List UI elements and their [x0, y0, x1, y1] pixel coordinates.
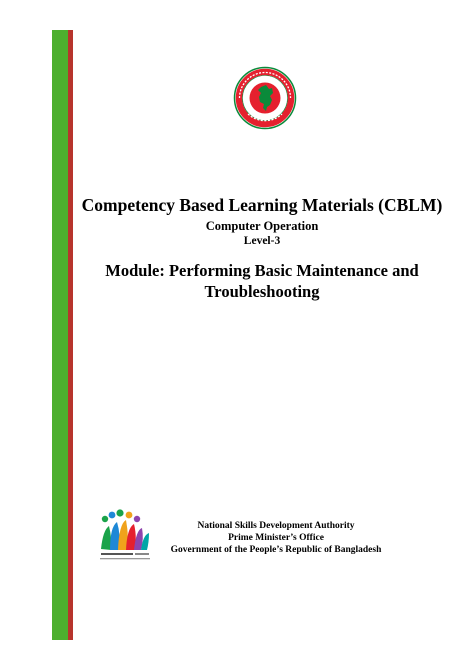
module-title-line-2: Troubleshooting	[204, 282, 320, 301]
module-title-line-1: Module: Performing Basic Maintenance and	[105, 261, 419, 280]
government-name: Government of the People’s Republic of Bangladesh	[170, 545, 382, 555]
nsda-logo-icon	[97, 508, 157, 566]
occupation-title: Computer Operation	[205, 219, 319, 233]
ministry-name: Prime Minister’s Office	[228, 533, 324, 543]
green-side-bar	[52, 30, 68, 640]
level-label: Level-3	[243, 235, 281, 247]
cblm-title: Competency Based Learning Materials (CBLM)	[81, 195, 443, 215]
module-title	[80, 260, 444, 302]
authority-name: National Skills Development Authority	[197, 521, 355, 531]
government-seal-icon	[233, 66, 297, 130]
authority-block	[158, 520, 394, 556]
red-side-bar	[68, 30, 73, 640]
